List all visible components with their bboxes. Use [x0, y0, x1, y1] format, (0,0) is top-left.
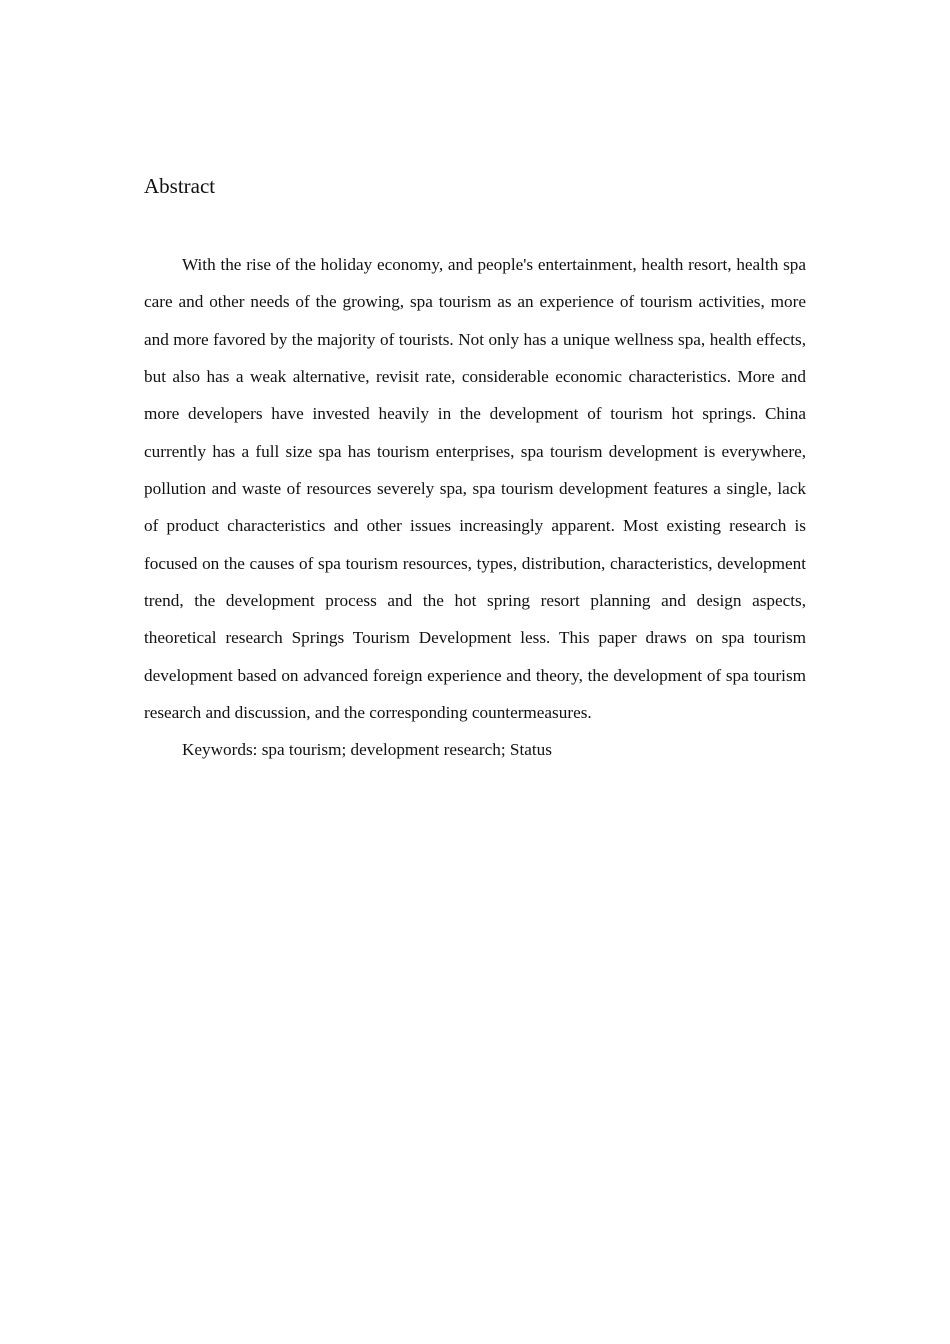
keywords-line: Keywords: spa tourism; development research; Status — [182, 740, 552, 760]
abstract-section — [144, 172, 806, 768]
abstract-paragraph: With the rise of the holiday economy, and people's entertainment, health resort, health spa care and other needs of the growing, spa tourism as an experience of tourism activities, more and more favored by the majority of tourists. Not only has a unique wellness spa, health effects, but also has a weak alternative, revisit rate, considerable economic characteristics. More and more developers have invested heavily in the development of tourism hot springs. China currently has a full size spa has tourism enterprises, spa tourism development is everywhere, pollution and waste of resources severely spa, spa tourism development features a single, lack of product characteristics and other issues increasingly apparent. Most existing research is focused on the causes of spa tourism resources, types, distribution, characteristics, development trend, the development process and the hot spring resort planning and design aspects, theoretical research Springs Tourism Development less. This paper draws on spa tourism development based on advanced foreign experience and theory, the development of spa tourism research and discussion, and the corresponding countermeasures. — [144, 255, 806, 723]
page-title: Abstract — [144, 174, 216, 198]
